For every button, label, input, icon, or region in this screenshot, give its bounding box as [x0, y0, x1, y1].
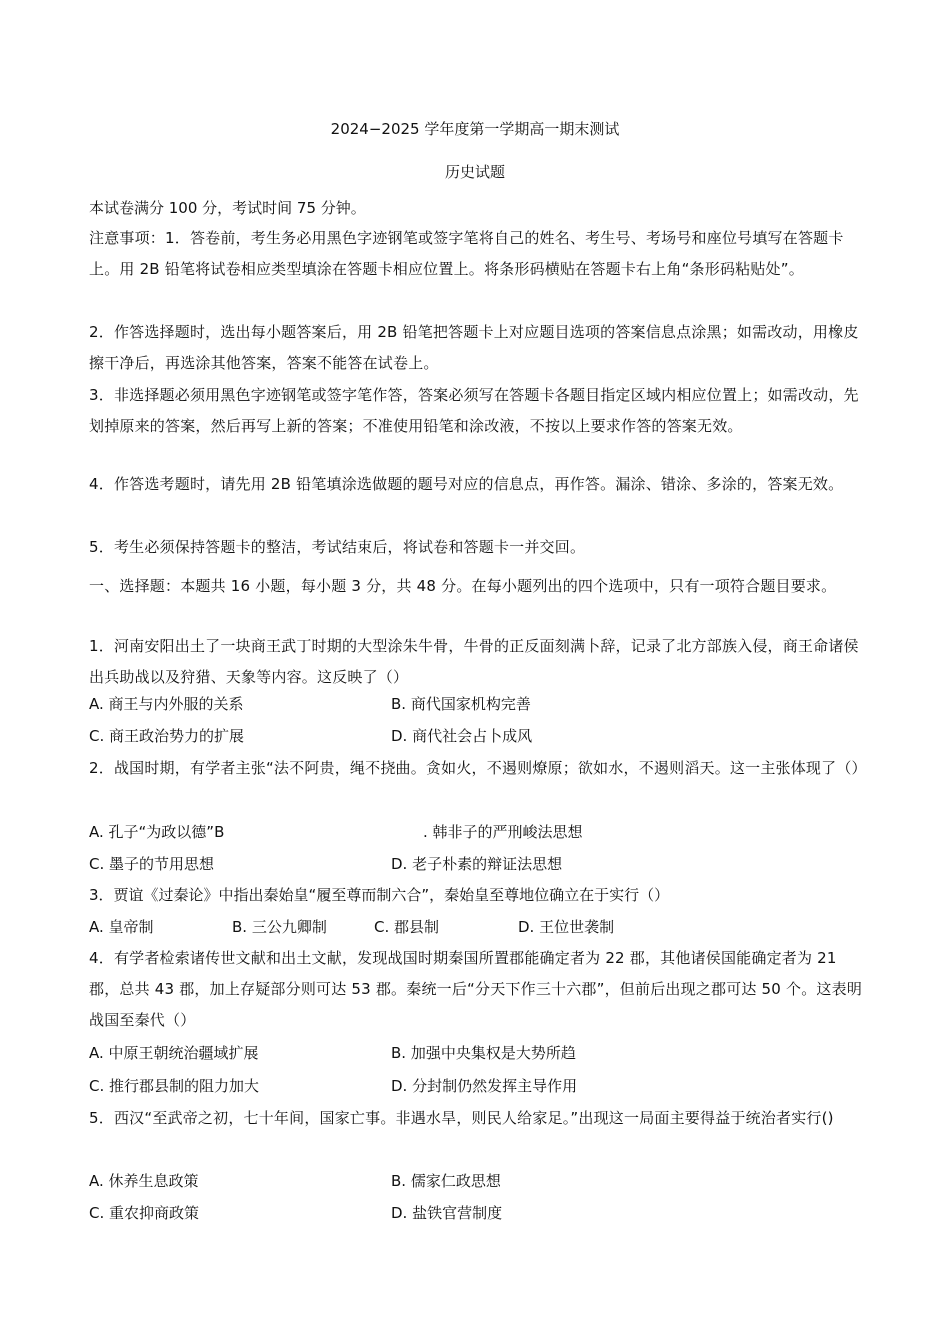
question-2-option-d: D. 老子朴素的辩证法思想 — [391, 855, 563, 873]
question-5-option-d: D. 盐铁官营制度 — [391, 1204, 503, 1222]
notice-4: 4．作答选考题时，请先用 2B 铅笔填涂选做题的题号对应的信息点，再作答。漏涂、错涂、多涂的，答案无效。 — [89, 475, 844, 493]
subject-title: 历史试题 — [444, 163, 505, 181]
question-4-option-a: A. 中原王朝统治疆域扩展 — [89, 1044, 259, 1062]
notice-2: 2．作答选择题时，选出每小题答案后，用 2B 铅笔把答题卡上对应题目选项的答案信息点涂黑；如需改动，用橡皮擦干净后，再选涂其他答案，答案不能答在试卷上。 — [89, 323, 859, 372]
question-3-option-a: A. 皇帝制 — [89, 918, 154, 936]
question-5-option-c: C. 重农抑商政策 — [89, 1204, 200, 1222]
notice-3: 3．非选择题必须用黑色字迹钢笔或签字笔作答，答案必须写在答题卡各题目指定区域内相应位置上；如需改动，先划掉原来的答案，然后再写上新的答案；不准使用铅笔和涂改液，不按以上要求作答的答案无效。 — [89, 386, 859, 435]
question-3-option-d: D. 王位世袭制 — [518, 918, 615, 936]
notice-1: 注意事项：1．答卷前，考生务必用黑色字迹钢笔或签字笔将自己的姓名、考生号、考场号和座位号填写在答题卡上。用 2B 铅笔将试卷相应类型填涂在答题卡相应位置上。将条形码横贴在答题卡右上角“条形码粘贴处”。 — [89, 229, 844, 278]
question-1-option-a: A. 商王与内外服的关系 — [89, 695, 244, 713]
question-1-stem: 1．河南安阳出土了一块商王武丁时期的大型涂朱牛骨，牛骨的正反面刻满卜辞，记录了北方部族入侵，商王命诸侯出兵助战以及狩猎、天象等内容。这反映了（） — [89, 637, 859, 686]
section-heading: 一、选择题：本题共 16 小题，每小题 3 分，共 48 分。在每小题列出的四个选项中，只有一项符合题目要求。 — [89, 577, 837, 595]
question-3-stem: 3．贾谊《过秦论》中指出秦始皇“履至尊而制六合”，秦始皇至尊地位确立在于实行（） — [89, 886, 670, 904]
question-5-stem: 5．西汉“至武帝之初，七十年间，国家亡事。非遇水旱，则民人给家足。”出现这一局面主要得益于统治者实行() — [89, 1109, 834, 1127]
question-3-option-c: C. 郡县制 — [374, 918, 440, 936]
exam-title: 2024−2025 学年度第一学期高一期末测试 — [330, 120, 620, 138]
question-4-option-d: D. 分封制仍然发挥主导作用 — [391, 1077, 578, 1095]
question-2-option-a: A. 孔子“为政以德”B — [89, 823, 225, 841]
question-4-option-b: B. 加强中央集权是大势所趋 — [391, 1044, 576, 1062]
question-2-stem: 2．战国时期，有学者主张“法不阿贵，绳不挠曲。贪如火，不遏则燎原；欲如水，不遏则滔天。这一主张体现了（） — [89, 759, 867, 777]
question-1-option-c: C. 商王政治势力的扩展 — [89, 727, 245, 745]
question-2-option-c: C. 墨子的节用思想 — [89, 855, 215, 873]
question-4-stem: 4．有学者检索诸传世文献和出土文献，发现战国时期秦国所置郡能确定者为 22 郡，其他诸侯国能确定者为 21 郡，总共 43 郡，加上存疑部分则可达 53 郡。秦统一后“分天下作三十六郡”，但前后出现之郡可达 50 个。这表明战国至秦代（） — [89, 949, 863, 1029]
question-1-option-d: D. 商代社会占卜成风 — [391, 727, 533, 745]
question-3-option-b: B. 三公九卿制 — [232, 918, 327, 936]
question-2-option-b: . 韩非子的严刑峻法思想 — [423, 823, 583, 841]
question-5-option-a: A. 休养生息政策 — [89, 1172, 199, 1190]
question-4-option-c: C. 推行郡县制的阻力加大 — [89, 1077, 260, 1095]
question-5-option-b: B. 儒家仁政思想 — [391, 1172, 501, 1190]
exam-intro: 本试卷满分 100 分，考试时间 75 分钟。 — [89, 199, 366, 217]
notice-5: 5．考生必须保持答题卡的整洁，考试结束后，将试卷和答题卡一并交回。 — [89, 538, 586, 556]
question-1-option-b: B. 商代国家机构完善 — [391, 695, 531, 713]
